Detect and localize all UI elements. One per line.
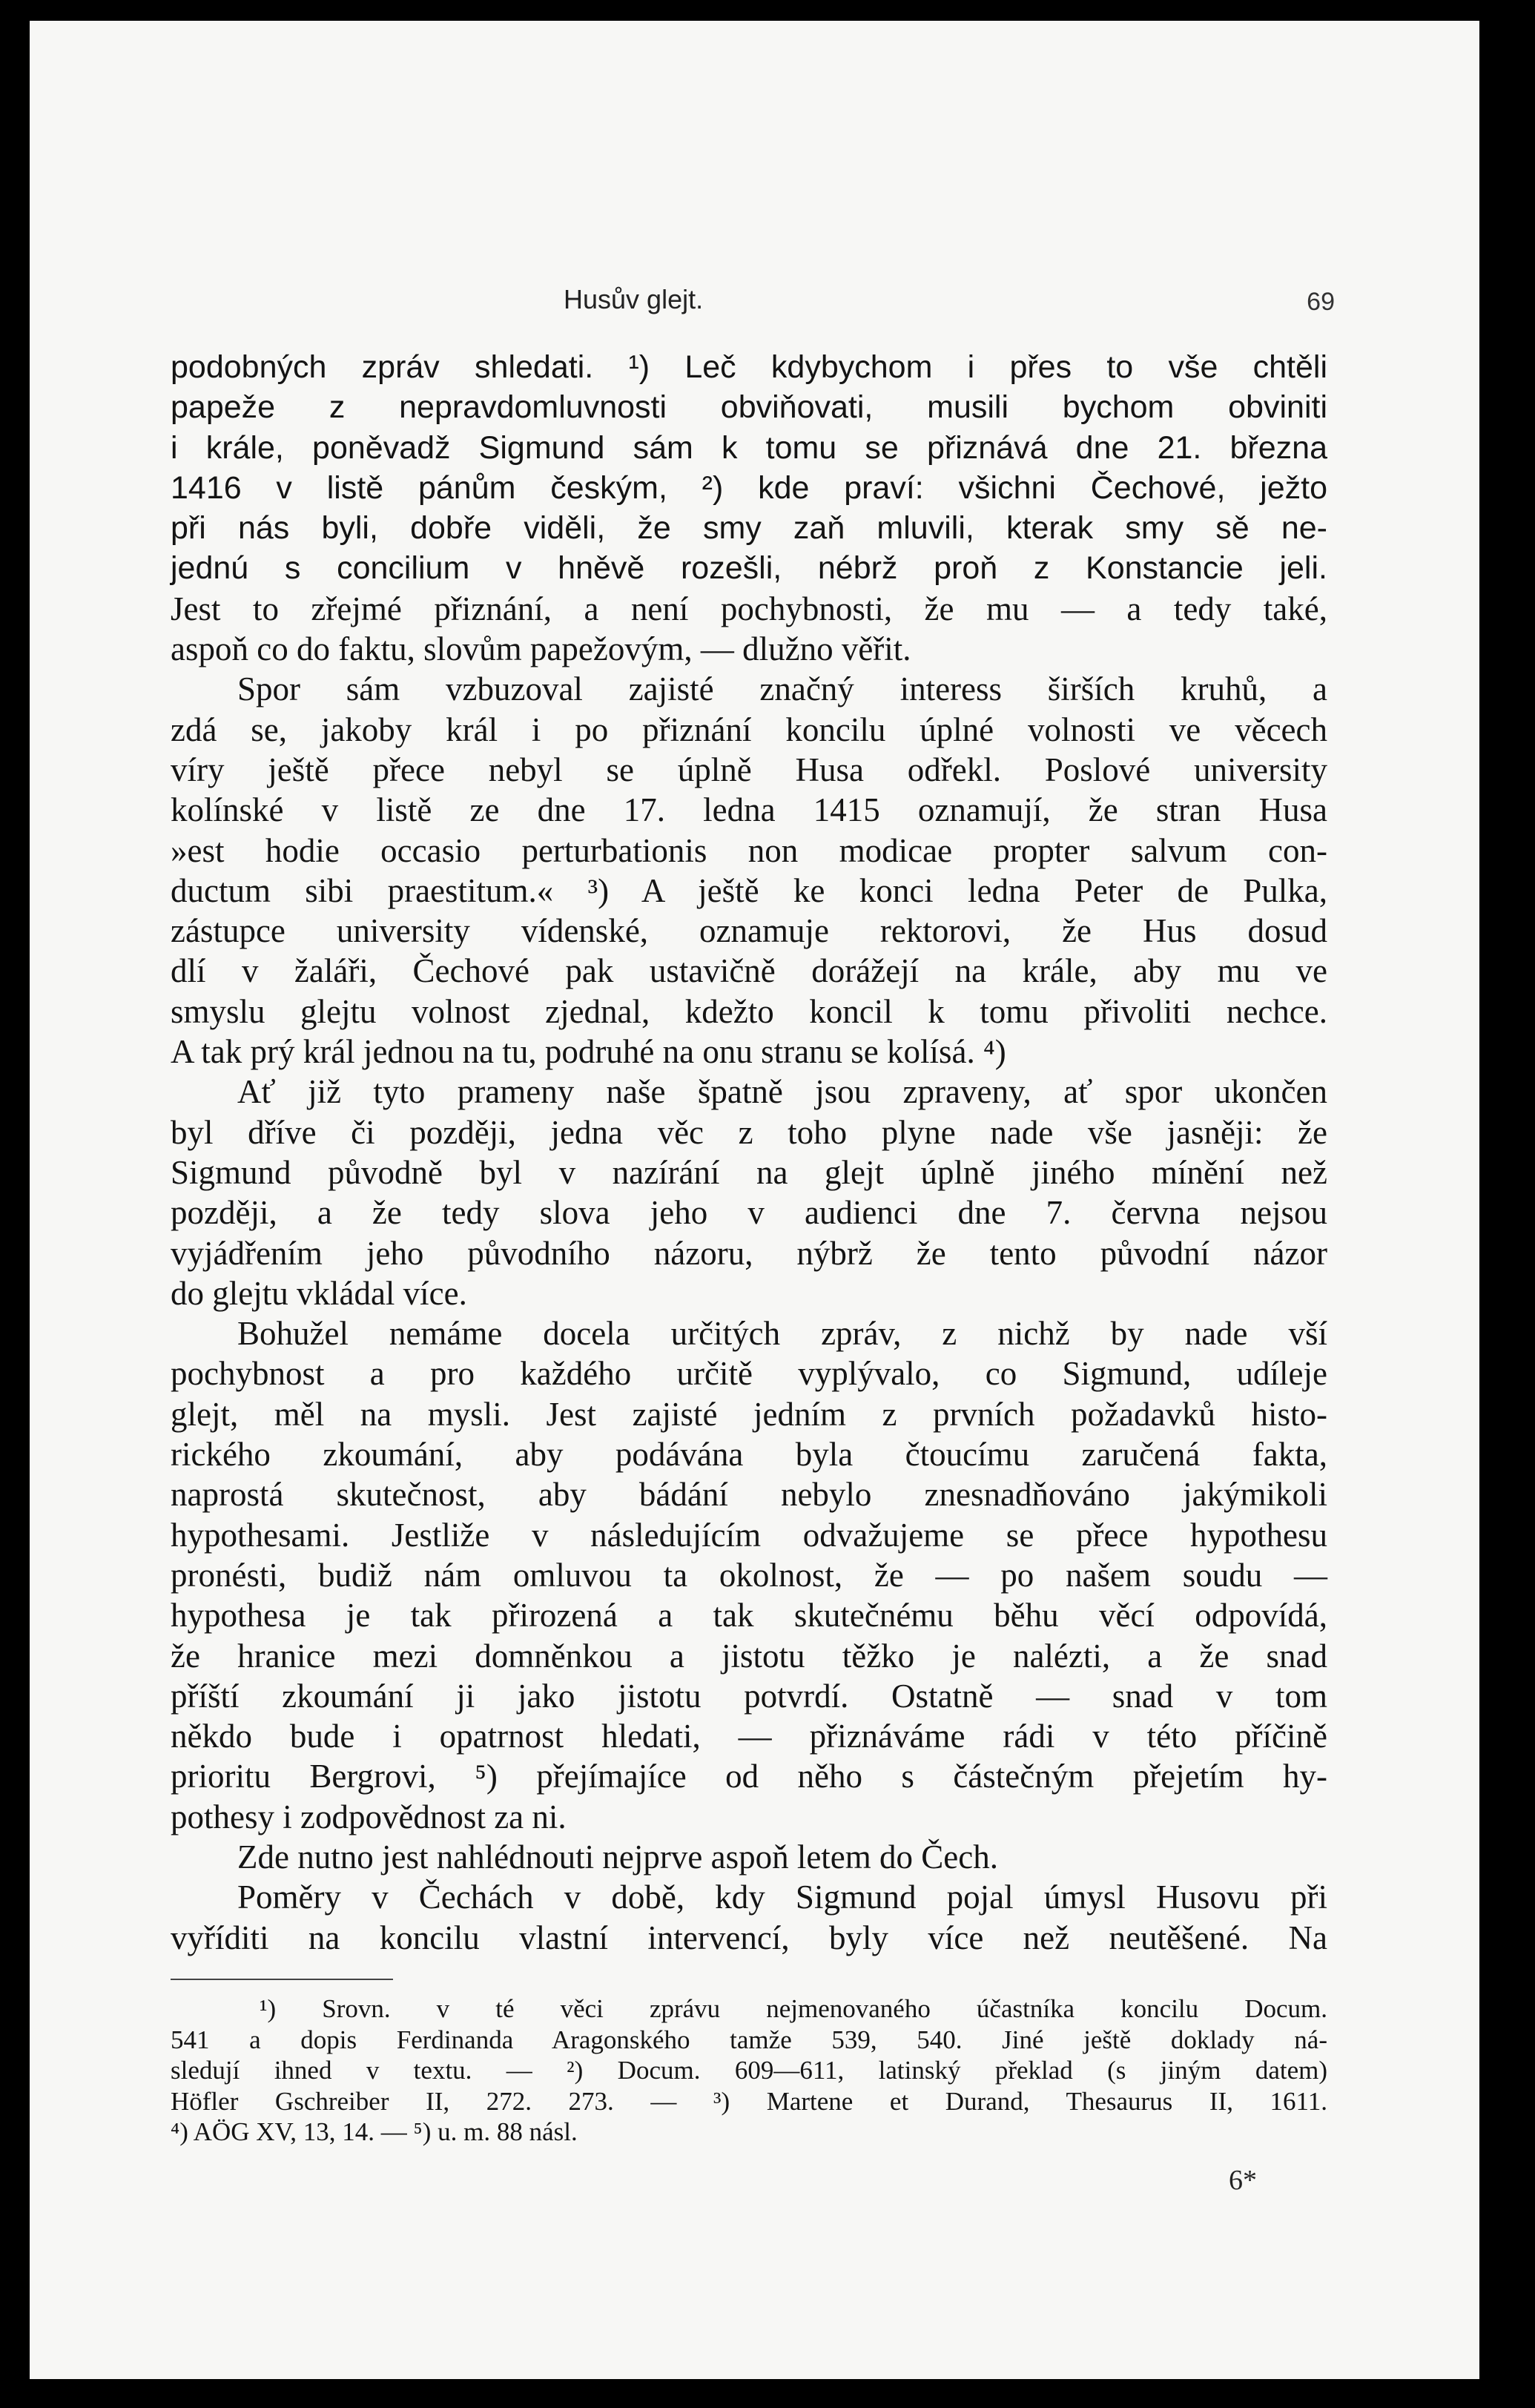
footnote-divider (171, 1979, 393, 1980)
body-line: i krále, poněvadž Sigmund sám k tomu se přiznává dne 21. března (171, 429, 1327, 466)
footnote-line: 541 a dopis Ferdinanda Aragonského tamže 539, 540. Jiné ještě doklady ná- (171, 2025, 1327, 2054)
body-line: vyjádřením jeho původního názoru, nýbrž že tento původní názor (171, 1234, 1327, 1272)
body-line: později, a že tedy slova jeho v audienci dne 7. června nejsou (171, 1194, 1327, 1232)
body-line: Poměry v Čechách v době, kdy Sigmund pojal úmysl Husovu při (237, 1878, 1327, 1916)
body-line: pothesy i zodpovědnost za ni. (171, 1798, 567, 1835)
footnote-line: sledují ihned v textu. — ²) Docum. 609—611, latinský překlad (s jiným datem) (171, 2056, 1327, 2085)
body-line: zdá se, jakoby král i po přiznání koncilu úplné volnosti ve věcech (171, 710, 1327, 748)
body-line: prioritu Bergrovi, ⁵) přejímajíce od něho s částečným přejetím hy- (171, 1758, 1327, 1795)
body-line: dlí v žaláři, Čechové pak ustavičně dorážejí na krále, aby mu ve (171, 952, 1327, 990)
running-head-title: Husův glejt. (564, 284, 704, 314)
body-line: kolínské v listě ze dne 17. ledna 1415 oznamují, že stran Husa (171, 791, 1327, 829)
body-line: pochybnost a pro každého určitě vyplývalo, co Sigmund, udíleje (171, 1355, 1327, 1393)
body-line: někdo bude i opatrnost hledati, — přiznáváme rádi v této příčině (171, 1718, 1327, 1755)
body-line: že hranice mezi domněnkou a jistotu těžko je nalézti, a že snad (171, 1637, 1327, 1675)
body-line: rického zkoumání, aby podávána byla čtoucímu zaručená fakta, (171, 1436, 1327, 1474)
body-line: Ať již tyto prameny naše špatně jsou zpraveny, ať spor ukončen (237, 1073, 1327, 1111)
body-line: smyslu glejtu volnost zjednal, kdežto koncil k tomu přivoliti nechce. (171, 992, 1327, 1030)
book-page (30, 21, 1479, 2379)
body-line: naprostá skutečnost, aby bádání nebylo znesnadňováno jakýmikoli (171, 1476, 1327, 1514)
body-line: zástupce university vídenské, oznamuje rektorovi, že Hus dosud (171, 912, 1327, 950)
body-line: papeže z nepravdomluvnosti obviňovati, musili bychom obviniti (171, 389, 1327, 426)
body-line: při nás byli, dobře viděli, že smy zaň mluvili, kterak smy sě ne- (171, 510, 1327, 547)
footnote-line: ¹) Srovn. v té věci zprávu nejmenovaného účastníka koncilu Docum. (260, 1994, 1327, 2023)
body-line: Zde nutno jest nahlédnouti nejprve aspoň letem do Čech. (237, 1838, 998, 1876)
body-line: pronésti, budiž nám omluvou ta okolnost, že — po našem soudu — (171, 1556, 1327, 1594)
body-line: podobných zpráv shledati. ¹) Leč kdybychom i přes to vše chtěli (171, 349, 1327, 385)
body-line: do glejtu vkládal více. (171, 1274, 467, 1312)
page-number: 69 (1307, 288, 1335, 316)
body-line: glejt, měl na mysli. Jest zajisté jedním z prvních požadavků histo- (171, 1395, 1327, 1433)
body-line: jednú s concilium v hněvě rozešli, nébrž proň z Konstancie jeli. (171, 550, 1327, 587)
body-line: byl dříve či později, jedna věc z toho plyne nade vše jasněji: že (171, 1113, 1327, 1151)
body-line: víry ještě přece nebyl se úplně Husa odřekl. Poslové university (171, 751, 1327, 788)
footnote-line: Höfler Gschreiber II, 272. 273. — ³) Martene et Durand, Thesaurus II, 1611. (171, 2086, 1327, 2116)
signature-mark: 6* (1229, 2165, 1257, 2196)
body-line: Spor sám vzbuzoval zajisté značný interess širších kruhů, a (237, 670, 1327, 708)
body-line: A tak prý král jednou na tu, podruhé na onu stranu se kolísá. ⁴) (171, 1033, 1006, 1071)
body-line: hypothesa je tak přirozená a tak skutečnému běhu věcí odpovídá, (171, 1597, 1327, 1635)
footnote-line: ⁴) AÖG XV, 13, 14. — ⁵) u. m. 88 násl. (171, 2117, 578, 2146)
footnotes (171, 1993, 1327, 2148)
body-line: příští zkoumání ji jako jistotu potvrdí. Ostatně — snad v tom (171, 1677, 1327, 1715)
body-line: 1416 v listě pánům českým, ²) kde praví: všichni Čechové, ježto (171, 469, 1327, 506)
body-text (171, 347, 1327, 1958)
body-line: aspoň co do faktu, slovům papežovým, — dlužno věřit. (171, 630, 911, 668)
body-line: ductum sibi praestitum.« ³) A ještě ke konci ledna Peter de Pulka, (171, 871, 1327, 909)
body-line: Bohužel nemáme docela určitých zpráv, z nichž by nade vší (237, 1315, 1327, 1353)
body-line: vyříditi na koncilu vlastní intervencí, byly více než neutěšené. Na (171, 1919, 1327, 1956)
body-line: hypothesami. Jestliže v následujícím odvažujeme se přece hypothesu (171, 1516, 1327, 1554)
body-line: »est hodie occasio perturbationis non modicae propter salvum con- (171, 831, 1327, 869)
body-line: Jest to zřejmé přiznání, a není pochybnosti, že mu — a tedy také, (171, 590, 1327, 627)
body-line: Sigmund původně byl v nazírání na glejt úplně jiného mínění než (171, 1153, 1327, 1191)
